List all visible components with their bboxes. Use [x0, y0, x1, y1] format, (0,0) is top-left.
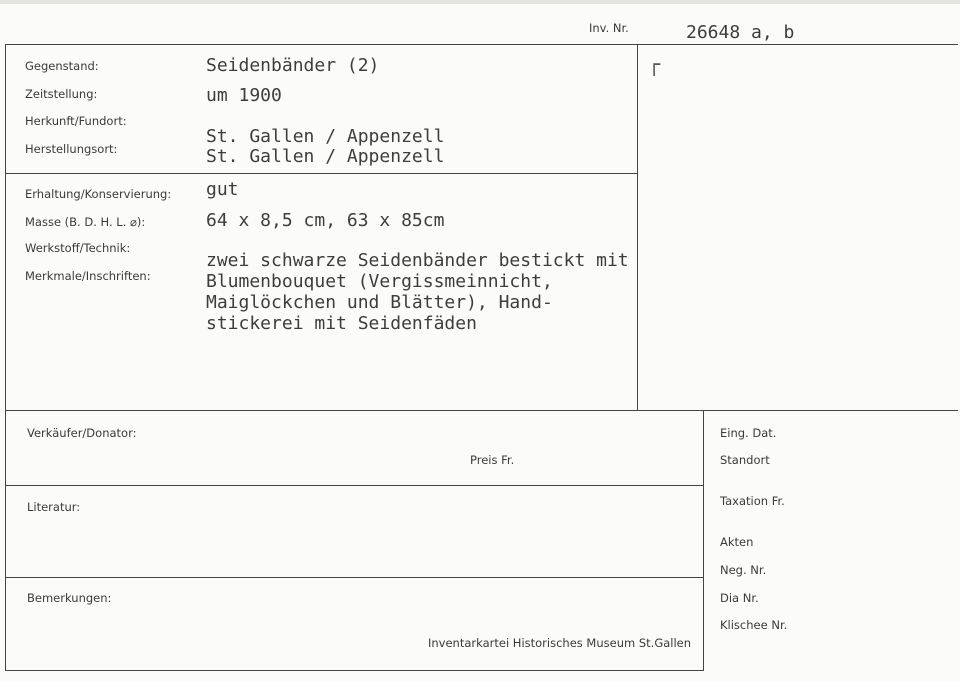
- field-label-zeitstellung: Zeitstellung:: [25, 87, 98, 101]
- dia-nr-label: Dia Nr.: [720, 591, 759, 605]
- neg-nr-label: Neg. Nr.: [720, 563, 767, 577]
- field-value-gegenstand: Seidenbänder (2): [206, 55, 380, 76]
- field-label-gegenstand: Gegenstand:: [25, 59, 99, 73]
- divider-object-section: [5, 173, 637, 174]
- field-label-werkstoff: Werkstoff/Technik:: [25, 241, 131, 255]
- preis-label: Preis Fr.: [470, 453, 515, 467]
- field-label-merkmale: Merkmale/Inschriften:: [25, 269, 151, 283]
- divider-literature: [5, 577, 703, 578]
- description-line-3: Maiglöckchen und Blätter), Hand-: [206, 292, 553, 313]
- card-footer: Inventarkartei Historisches Museum St.Gallen: [428, 636, 692, 650]
- field-label-herstellungsort: Herstellungsort:: [25, 142, 118, 156]
- standort-label: Standort: [720, 453, 770, 467]
- literatur-label: Literatur:: [27, 500, 81, 514]
- bemerkungen-label: Bemerkungen:: [27, 591, 112, 605]
- divider-mid: [5, 410, 958, 411]
- divider-donor: [5, 485, 703, 486]
- verkaeufer-label: Verkäufer/Donator:: [27, 426, 137, 440]
- akten-label: Akten: [720, 535, 754, 549]
- taxation-label: Taxation Fr.: [720, 494, 785, 508]
- divider-right-column: [703, 411, 704, 671]
- field-value-masse: 64 x 8,5 cm, 63 x 85cm: [206, 210, 445, 231]
- divider-photo-column: [637, 44, 638, 411]
- field-value-herstellungsort: St. Gallen / Appenzell: [206, 146, 445, 167]
- description-line-2: Blumenbouquet (Vergissmeinnicht,: [206, 271, 553, 292]
- klischee-nr-label: Klischee Nr.: [720, 618, 788, 632]
- description-line-1: zwei schwarze Seidenbänder bestickt mit: [206, 250, 629, 271]
- field-value-herkunft: St. Gallen / Appenzell: [206, 126, 445, 147]
- field-value-zeitstellung: um 1900: [206, 85, 282, 106]
- eing-dat-label: Eing. Dat.: [720, 426, 777, 440]
- field-value-erhaltung: gut: [206, 179, 239, 200]
- card-top-edge: [0, 0, 960, 4]
- divider-bottom: [5, 670, 703, 671]
- field-label-masse: Masse (B. D. H. L. ⌀):: [25, 215, 146, 229]
- inv-nr-value: 26648 a, b: [686, 22, 795, 43]
- inv-nr-label: Inv. Nr.: [589, 21, 629, 35]
- photo-corner-mark: ┌: [648, 52, 661, 76]
- description-line-4: stickerei mit Seidenfäden: [206, 313, 477, 334]
- field-label-erhaltung: Erhaltung/Konservierung:: [25, 187, 172, 201]
- field-label-herkunft: Herkunft/Fundort:: [25, 114, 127, 128]
- divider-top: [5, 44, 958, 45]
